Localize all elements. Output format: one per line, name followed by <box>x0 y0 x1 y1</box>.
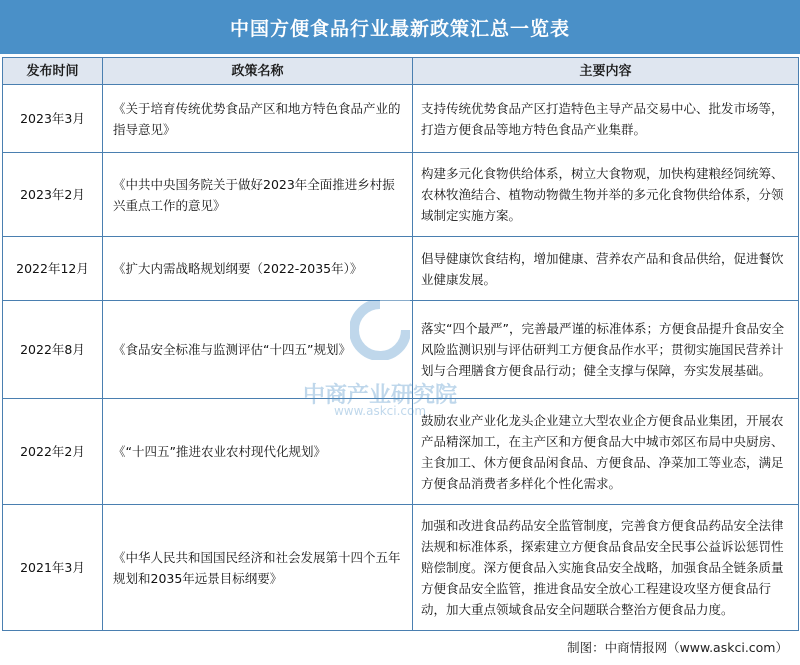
row-date: 2023年2月 <box>3 153 103 237</box>
row-date: 2022年2月 <box>3 399 103 505</box>
watermark-text: 中商产业研究院 <box>302 383 457 408</box>
row-content: 支持传统优势食品产区打造特色主导产品交易中心、批发市场等，打造方便食品等地方特色食品产业集群。 <box>413 85 799 153</box>
watermark-url: www.askci.com <box>333 404 427 418</box>
table-row <box>3 301 799 399</box>
row-content: 落实“四个最严”，完善最严谨的标准体系；方便食品提升食品安全风险监测识别与评估研判工方便食品作水平；贯彻实施国民营养计划与合理膳食方便食品行动；健全支撑与保障，夯实发展基础。 <box>413 301 799 399</box>
row-policy: 《中华人民共和国国民经济和社会发展第十四个五年规划和2035年远景目标纲要》 <box>103 505 413 631</box>
row-policy: 《食品安全标准与监测评估“十四五”规划》 <box>103 301 413 399</box>
page-title: 中国方便食品行业最新政策汇总一览表 <box>229 17 570 40</box>
row-date: 2022年12月 <box>3 237 103 301</box>
table-row <box>3 399 799 505</box>
policy-table <box>2 57 799 631</box>
row-date: 2021年3月 <box>3 505 103 631</box>
row-date: 2023年3月 <box>3 85 103 153</box>
table-row <box>3 85 799 153</box>
table-row <box>3 505 799 631</box>
table-row <box>3 153 799 237</box>
row-policy: 《中共中央国务院关于做好2023年全面推进乡村振兴重点工作的意见》 <box>103 153 413 237</box>
row-policy: 《扩大内需战略规划纲要（2022-2035年）》 <box>103 237 413 301</box>
table-row <box>3 237 799 301</box>
row-policy: 《“十四五”推进农业农村现代化规划》 <box>103 399 413 505</box>
column-header-date: 发布时间 <box>3 58 103 85</box>
row-content: 构建多元化食物供给体系，树立大食物观，加快构建粮经饲统筹、农林牧渔结合、植物动物微生物并举的多元化食物供给体系，分领域制定实施方案。 <box>413 153 799 237</box>
row-content: 加强和改进食品药品安全监管制度，完善食方便食品药品安全法律法规和标准体系，探索建立方便食品食品安全民事公益诉讼惩罚性赔偿制度。深方便食品入实施食品安全战略，加强食品全链条质量方便食品安全监管，推进食品安全放心工程建设攻坚方便食品行动，加大重点领域食品安全问题联合整治方便食品力度。 <box>413 505 799 631</box>
row-policy: 《关于培育传统优势食品产区和地方特色食品产业的指导意见》 <box>103 85 413 153</box>
row-content: 倡导健康饮食结构，增加健康、营养农产品和食品供给，促进餐饮业健康发展。 <box>413 237 799 301</box>
row-date: 2022年8月 <box>3 301 103 399</box>
column-header-policy: 政策名称 <box>103 58 413 85</box>
title-bar <box>0 0 800 54</box>
table-header-row <box>3 58 799 85</box>
source-footer: 制图：中商情报网（www.askci.com） <box>567 640 788 655</box>
row-content: 鼓励农业产业化龙头企业建立大型农业企方便食品业集团，开展农产品精深加工，在主产区和方便食品大中城市郊区布局中央厨房、主食加工、休方便食品闲食品、方便食品、净菜加工等业态，满足方便食品消费者多样化个性化需求。 <box>413 399 799 505</box>
column-header-content: 主要内容 <box>413 58 799 85</box>
